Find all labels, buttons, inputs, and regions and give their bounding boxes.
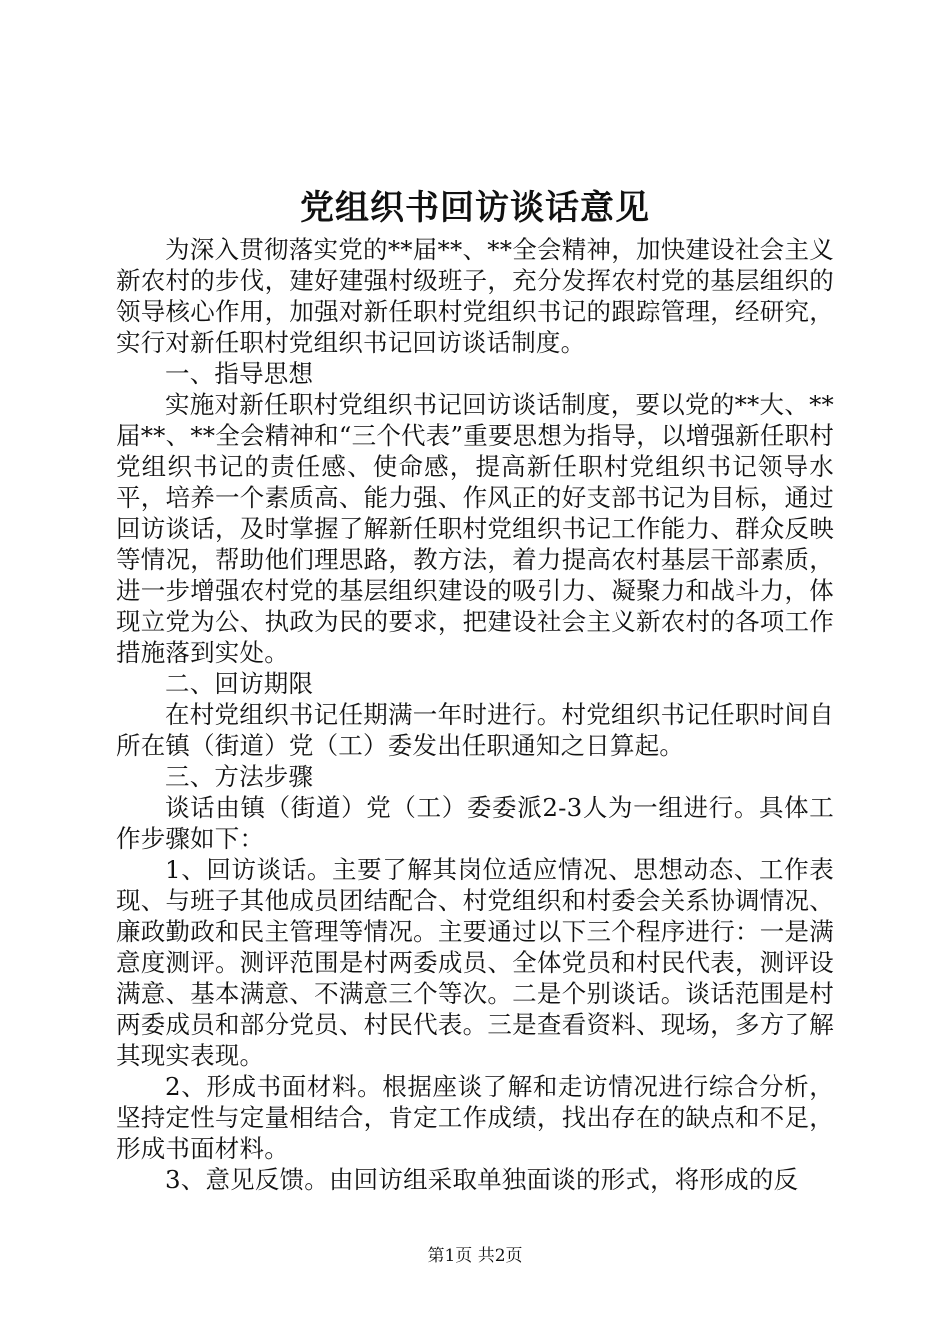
section-heading-method-steps: 三、方法步骤 <box>165 762 314 791</box>
visit-period-paragraph: 在村党组织书记任期满一年时进行。村党组织书记任职时间自所在镇（街道）党（工）委发出任职通知之日算起。 <box>116 700 834 760</box>
step-3-paragraph: 3、意见反馈。由回访组采取单独面谈的形式，将形成的反 <box>165 1165 799 1194</box>
method-steps-intro-paragraph: 谈话由镇（街道）党（工）委委派2-3人为一组进行。具体工作步骤如下： <box>116 793 834 853</box>
section-heading-visit-period: 二、回访期限 <box>165 669 314 698</box>
document-body <box>116 234 834 1195</box>
page-number-footer: 第1页 共2页 <box>427 1246 523 1266</box>
section-heading-guiding-thought: 一、指导思想 <box>165 359 314 388</box>
guiding-thought-paragraph: 实施对新任职村党组织书记回访谈话制度，要以党的**大、**届**、**全会精神和“三个代表”重要思想为指导，以增强新任职村党组织书记的责任感、使命感，提高新任职村党组织书记领导水平，培养一个素质高、能力强、作风正的好支部书记为目标，通过回访谈话，及时掌握了解新任职村党组织书记工作能力、群众反映等情况，帮助他们理思路，教方法，着力提高农村基层干部素质，进一步增强农村党的基层组织建设的吸引力、凝聚力和战斗力，体现立党为公、执政为民的要求，把建设社会主义新农村的各项工作措施落到实处。 <box>116 390 834 667</box>
intro-paragraph: 为深入贯彻落实党的**届**、**全会精神，加快建设社会主义新农村的步伐，建好建强村级班子，充分发挥农村党的基层组织的领导核心作用，加强对新任职村党组织书记的跟踪管理，经研究，实行对新任职村党组织书记回访谈话制度。 <box>116 235 834 357</box>
step-1-paragraph: 1、回访谈话。主要了解其岗位适应情况、思想动态、工作表现、与班子其他成员团结配合、村党组织和村委会关系协调情况、廉政勤政和民主管理等情况。主要通过以下三个程序进行：一是满意度测评。测评范围是村两委成员、全体党员和村民代表，测评设满意、基本满意、不满意三个等次。二是个别谈话。谈话范围是村两委成员和部分党员、村民代表。三是查看资料、现场，多方了解其现实表现。 <box>116 855 834 1070</box>
step-2-paragraph: 2、形成书面材料。根据座谈了解和走访情况进行综合分析，坚持定性与定量相结合，肯定工作成绩，找出存在的缺点和不足，形成书面材料。 <box>116 1072 834 1163</box>
document-title: 党组织书回访谈话意见 <box>300 188 650 228</box>
